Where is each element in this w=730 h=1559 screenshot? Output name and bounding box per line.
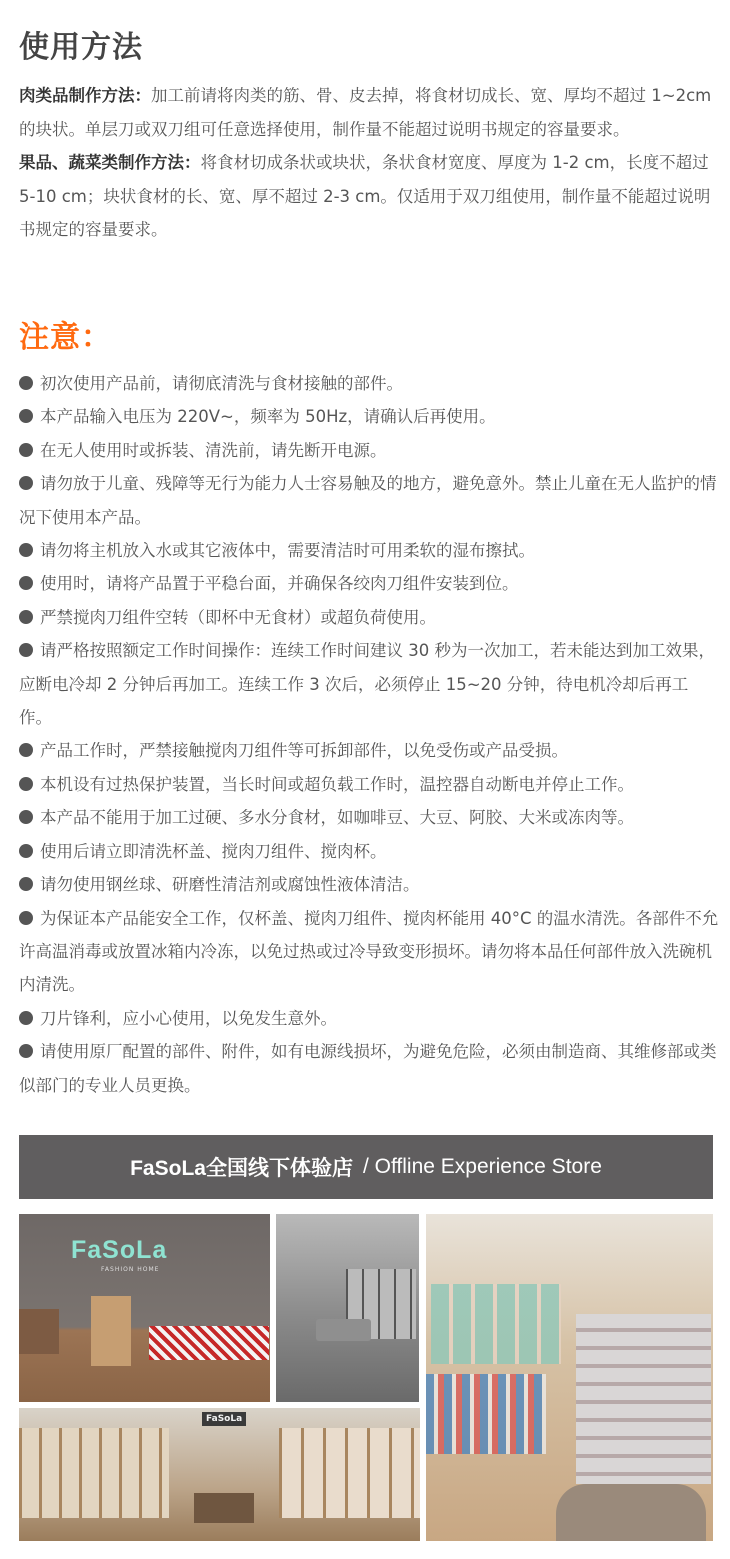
bullet-icon (19, 1011, 33, 1025)
list-item: 在无人使用时或拆装、清洗前，请先断开电源。 (19, 434, 719, 467)
bullet-icon (19, 911, 33, 925)
list-item: 初次使用产品前，请彻底清洗与食材接触的部件。 (19, 367, 719, 400)
usage-section (19, 79, 719, 247)
center-display (194, 1493, 254, 1523)
bullet-icon (19, 409, 33, 423)
bullet-icon (19, 476, 33, 490)
shelf (91, 1296, 131, 1366)
sofa (316, 1319, 371, 1341)
list-item: 本机设有过热保护装置，当长时间或超负载工作时，温控器自动断电并停止工作。 (19, 768, 719, 801)
bullet-icon (19, 643, 33, 657)
fasola-wall-logo: FaSoLa (71, 1236, 168, 1264)
list-item: 严禁搅肉刀组件空转（即杯中无食材）或超负荷使用。 (19, 601, 719, 634)
bullet-icon (19, 1044, 33, 1058)
tablecloth (149, 1326, 269, 1360)
list-item: 本产品输入电压为 220V~，频率为 50Hz，请确认后再使用。 (19, 400, 719, 433)
store-photo-interior (19, 1408, 420, 1541)
veg-text: 将食材切成条状或块状，条状食材宽度、厚度为 1-2 cm，长度不超过 5-10 cm；块状食材的长、宽、厚不超过 2-3 cm。仅适用于双刀组使用，制作量不能超过说明书规定的容量要求。 (19, 153, 711, 239)
bullet-icon (19, 743, 33, 757)
list-item: 请勿使用钢丝球、研磨性清洁剂或腐蚀性液体清洁。 (19, 868, 719, 901)
list-item: 产品工作时，严禁接触搅肉刀组件等可拆卸部件，以免受伤或产品受损。 (19, 734, 719, 767)
store-title-en: / Offline Experience Store (362, 1155, 602, 1178)
left-shelving (19, 1428, 169, 1518)
meat-label: 肉类品制作方法： (19, 86, 151, 105)
veg-label: 果品、蔬菜类制作方法： (19, 153, 201, 172)
list-item: 使用时，请将产品置于平稳台面，并确保各绞肉刀组件安装到位。 (19, 567, 719, 600)
meat-text: 加工前请将肉类的筋、骨、皮去掉，将食材切成长、宽、厚均不超过 1~2cm 的块状。单层刀或双刀组可任意选择使用，制作量不能超过说明书规定的容量要求。 (19, 86, 712, 139)
store-photo-living (276, 1214, 419, 1402)
list-item: 为保证本产品能安全工作，仅杯盖、搅肉刀组件、搅肉杯能用 40°C 的温水清洗。各部件不允许高温消毒或放置冰箱内冷冻，以免过热或过冷导致变形损坏。请勿将本品任何部件放入洗碗机内清洗。 (19, 908, 719, 995)
armchair (19, 1309, 59, 1354)
list-item: 使用后请立即清洗杯盖、搅肉刀组件、搅肉杯。 (19, 835, 719, 868)
list-item: 请使用原厂配置的部件、附件，如有电源线损坏，为避免危险，必须由制造商、其维修部或类似部门的专业人员更换。 (19, 1042, 717, 1095)
bullet-icon (19, 777, 33, 791)
list-item: 本产品不能用于加工过硬、多水分食材，如咖啡豆、大豆、阿胶、大米或冻肉等。 (19, 801, 719, 834)
product-display (426, 1374, 546, 1454)
notes-list (19, 367, 719, 1102)
bullet-icon (19, 844, 33, 858)
bullet-icon (19, 443, 33, 457)
bullet-icon (19, 610, 33, 624)
bullet-icon (19, 576, 33, 590)
goods-rack (576, 1314, 711, 1484)
bullet-icon (19, 810, 33, 824)
list-item: 刀片锋利，应小心使用，以免发生意外。 (19, 1002, 719, 1035)
right-shelving (279, 1428, 420, 1518)
store-sign-logo: FaSoLa (202, 1412, 246, 1426)
notes-title: 注意： (19, 320, 112, 355)
beanbag (556, 1484, 706, 1541)
veg-instructions (19, 146, 719, 247)
meat-instructions (19, 79, 719, 146)
usage-title: 使用方法 (19, 30, 143, 65)
bullet-icon (19, 376, 33, 390)
store-title-cn: FaSoLa全国线下体验店 (130, 1157, 353, 1180)
bullet-icon (19, 543, 33, 557)
list-item: 请严格按照额定工作时间操作：连续工作时间建议 30 秒为一次加工，若未能达到加工效果，应断电冷却 2 分钟后再加工。连续工作 3 次后，必须停止 15~20 分钟，待电机冷却后再工作。 (19, 641, 715, 728)
fasola-wall-logo-sub: FASHION HOME (101, 1266, 160, 1273)
dishware-shelf (431, 1284, 561, 1364)
store-banner (19, 1135, 713, 1199)
bullet-icon (19, 877, 33, 891)
list-item: 请勿放于儿童、残障等无行为能力人士容易触及的地方，避免意外。禁止儿童在无人监护的情况下使用本产品。 (19, 474, 717, 527)
store-photo-shop (426, 1214, 713, 1541)
list-item: 请勿将主机放入水或其它液体中，需要清洁时可用柔软的湿布擦拭。 (19, 534, 719, 567)
store-photo-dining (19, 1214, 270, 1402)
